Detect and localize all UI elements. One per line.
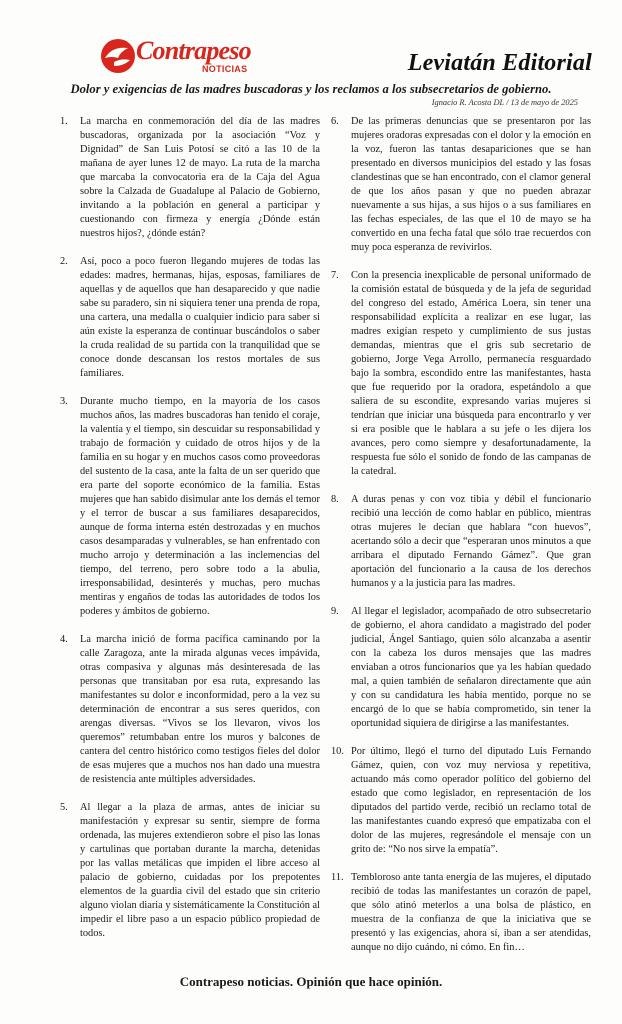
paragraph-7	[331, 269, 591, 479]
paragraph-number: 7.	[331, 270, 339, 281]
paragraph-3	[60, 395, 320, 619]
paragraph-text: La marcha inició de forma pacífica caminando por la calle Zaragoza, ante la mirada algunas veces impávida, otras compasiva y algunas más desinteresada de las personas que transitaban por esa ruta, expresando las manifestantes su dolor e inconformidad, pero a la vez su determinación de encontrar a sus seres queridos, con arengas diversas. “Vivos se los llevaron, vivos los queremos” retumbaban entre los muros y balcones de cantera del centro histórico como testigos fieles del dolor de esas mujeres que a muchos nos han dado una muestra de resistencia ante múltiples adversidades.	[80, 634, 320, 785]
paragraph-10	[331, 745, 591, 857]
paragraph-9	[331, 605, 591, 731]
paragraph-number: 10.	[331, 746, 344, 757]
paragraph-number: 1.	[60, 116, 68, 127]
paragraph-text: Durante mucho tiempo, en la mayoría de los casos muchos años, las madres buscadoras han tenido el coraje, la valentía y el tiempo, sin descuidar su responsabilidad y trabajo de formación y cuidado de otros hijos y de la familia en su hogar y en muchos casos como proveedoras del sustento de la casa, ante la falta de un ser querido que era parte del soporte económico de la familia. Estas mujeres que han sabido disimular ante los demás el temor y el terror de buscar a sus familiares desaparecidos, aunque de forma interna estén destrozadas y en muchos casos desamparadas y vulnerables, se han enfrentado con mucho arrojo y determinación a las inclemencias del tiempo, del terreno, pero sobre todo a la abulia, irresponsabilidad, desinterés y muchas, pero muchas mentiras y engaños de todas las autoridades de todos los poderes y ámbitos de gobierno.	[80, 396, 320, 617]
paragraph-number: 8.	[331, 494, 339, 505]
paragraph-number: 9.	[331, 606, 339, 617]
paragraph-number: 5.	[60, 802, 68, 813]
paragraph-text: A duras penas y con voz tibia y débil el funcionario recibió una lección de como hablar en público, mientras otras mujeres le decían que hablara “con huevos”, acertando sólo a decir que “esperaran unos minutos a que arribara el diputado Fernando Gámez”. Que gran aportación del funcionario a la causa de los derechos humanos y a la justicia para las madres.	[351, 494, 591, 589]
section-label: Leviatán Editorial	[407, 50, 592, 76]
paragraph-text: Al llegar a la plaza de armas, antes de iniciar su manifestación y expresar su sentir, siempre de forma ordenada, las mujeres extendieron sobre el piso las lonas y cartulinas que portaban durante la marcha, detenidas por las vallas metálicas que impiden el libre acceso al palacio de gobierno, cuidadas por los prepotentes elementos de la guardia civil del estado que sin criterio alguno violan diaria y sistemáticamente la Constitución al impedir el libre paso a un espacio público propiedad de todos.	[80, 802, 320, 939]
article-headline: Dolor y exigencias de las madres buscadoras y los reclamos a los subsecretarios de gobierno.	[70, 82, 552, 96]
contrapeso-logo[interactable]	[98, 36, 258, 80]
paragraph-text: De las primeras denuncias que se presentaron por las mujeres oradoras expresadas con el dolor y la emoción en la voz, fueron las tantas desapariciones que se han presentado en diversos municipios del estado y las fosas clandestinas que se han encontrado, con el clamor general de que los años pasan y que no pueden abrazar nuevamente a sus hijas, a sus hijos o a sus familiares en las fechas especiales, de las que el 10 de mayo se ha convertido en una fecha fatal que sólo trae recuerdos con muy poca esperanza de revivirlos.	[351, 116, 591, 253]
logo-brand-text: Contrapeso	[136, 36, 251, 65]
paragraph-text: Con la presencia inexplicable de personal uniformado de la comisión estatal de búsqueda y de la jefa de seguridad del congreso del estado, América Loera, sin tener una responsabilidad explícita a realizar en ese lugar, las madres exigían respeto y cumplimiento de sus justas demandas, mientras que el gris sub secretario de gobierno, Jorge Vega Arrollo, permanecía resguardado bajo la sombra, escondido entre las manifestantes, hasta que fue requerido por la oradora, espetándolo a que saliera de su escondite, expresando varias mujeres si tendrían que iniciar una búsqueda para encontrarlo y ver si era posible que le hablara a su jefe o les dijera los avances, pero como siempre y desafortunadamente, la respuesta fue sólo el sonido de fondo de las campanas de la catedral.	[351, 270, 591, 477]
paragraph-1	[60, 115, 320, 241]
right-column	[331, 115, 591, 969]
left-column	[60, 115, 320, 955]
paragraph-text: Así, poco a poco fueron llegando mujeres de todas las edades: madres, hermanas, hijas, esposas, familiares de aquellas y de aquellos que han desaparecido y que nadie sabe su paradero, sin ni siquiera tener una prenda de ropa, una cartera, una medalla o cualquier indicio para saber si aún existe la esperanza de continuar buscándolos o saber la cruda realidad de su partida con la tranquilidad que se conoce donde descansan los restos mortales de sus familiares.	[80, 256, 320, 379]
paragraph-text: Por último, llegó el turno del diputado Luis Fernando Gámez, quien, con voz muy nerviosa y repetitiva, actuando más como operador político del gobierno del estado que como legislador, en representación de los diputados del partido verde, recibió un reclamo total de las manifestantes cuando expresó que empatizaba con el dolor de las mujeres, regresándole el mensaje con un grito de: “No nos sirve la empatía”.	[351, 746, 591, 855]
paragraph-2	[60, 255, 320, 381]
article-byline: Ignacio R. Acosta DL / 13 de mayo de 2025	[431, 98, 578, 107]
paragraph-8	[331, 493, 591, 591]
paragraph-number: 11.	[331, 872, 344, 883]
paragraph-number: 2.	[60, 256, 68, 267]
paragraph-text: Al llegar el legislador, acompañado de otro subsecretario de gobierno, el ahora candidato a magistrado del poder judicial, Ángel Santiago, quien sólo alcanzaba a asentir con la cabeza los duros mensajes que las madres enviaban a otros funcionarios que ya les habían quedado mal, a quien también de señalaron directamente que aún y con su candidatura les había mentido, porque no se encargó de lo que se había comprometido, sin tener la oportunidad siquiera de dirigirse a las manifestantes.	[351, 606, 591, 729]
paragraph-number: 3.	[60, 396, 68, 407]
paragraph-text: La marcha en conmemoración del día de las madres buscadoras, organizada por la asociación “Voz y Dignidad” de San Luis Potosí se citó a las 10 de la mañana de ayer lunes 12 de mayo. La ruta de la marcha que marcaba la convocatoria era de la Caja del Agua sobre la Calzada de Guadalupe al Palacio de Gobierno, invitando a la población en general a participar y cuestionando con firmeza y energía ¿Dónde están nuestros hijos?, ¿dónde están?	[80, 116, 320, 239]
paragraph-number: 4.	[60, 634, 68, 645]
paragraph-text: Tembloroso ante tanta energía de las mujeres, el diputado recibió de todas las manifestantes un corazón de papel, que sólo atinó meterlos a una bolsa de plástico, en muestra de la confianza de que la iniciativa que se presentó y las exigencias, ahora sí, iban a ser atendidas, aunque no dijo cuándo, ni cómo. En fin…	[351, 872, 591, 953]
logo-sub-text: NOTICIAS	[202, 64, 248, 74]
contrapeso-logo-icon	[98, 36, 138, 76]
paragraph-4	[60, 633, 320, 787]
paragraph-11	[331, 871, 591, 955]
paragraph-number: 6.	[331, 116, 339, 127]
paragraph-6	[331, 115, 591, 255]
paragraph-5	[60, 801, 320, 941]
footer-tagline: Contrapeso noticias. Opinión que hace opinión.	[179, 974, 443, 989]
